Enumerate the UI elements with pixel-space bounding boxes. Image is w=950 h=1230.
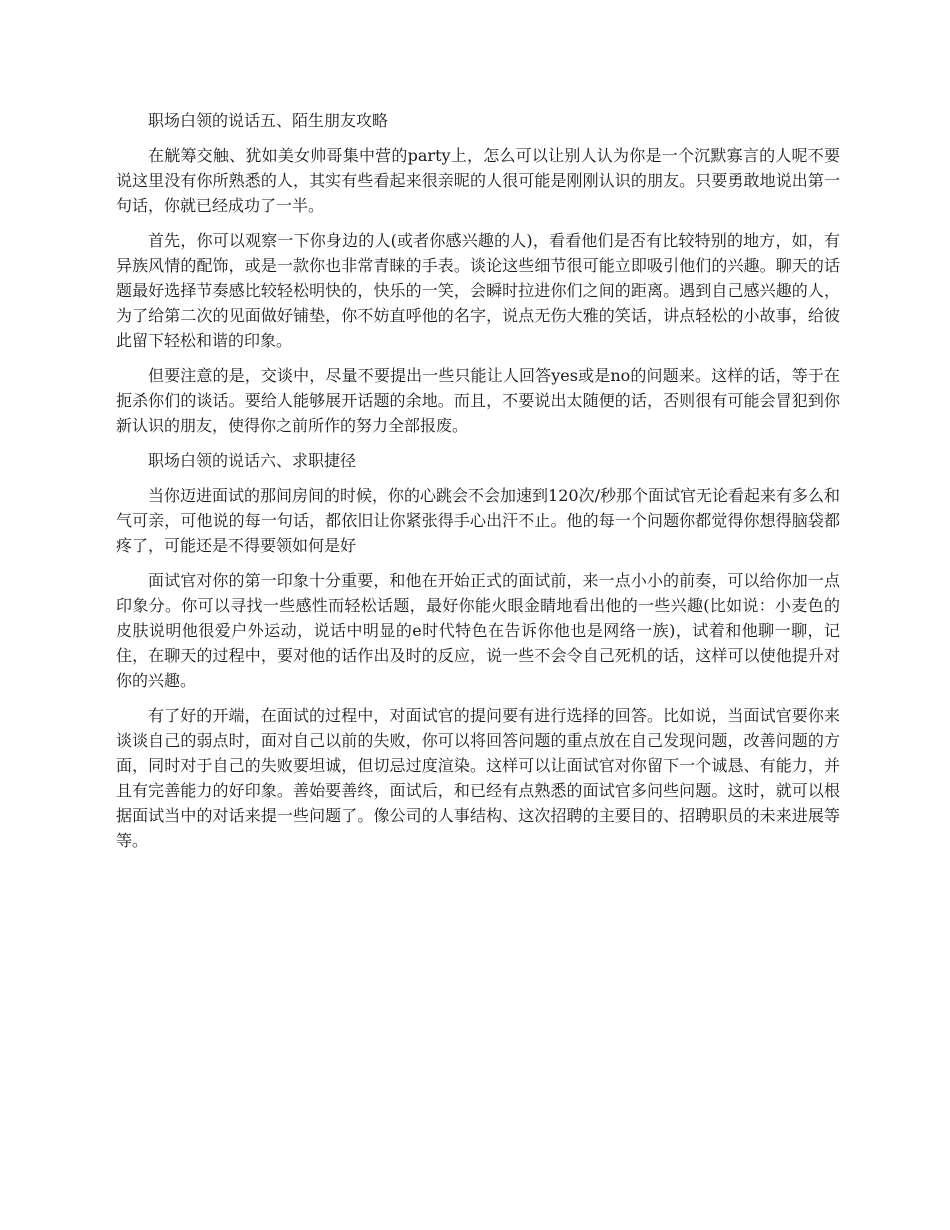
paragraph: 在觥筹交触、犹如美女帅哥集中营的party上，怎么可以让别人认为你是一个沉默寡言的人呢不要说这里没有你所熟悉的人，其实有些看起来很亲昵的人很可能是刚刚认识的朋友。只要勇敢地说出第一句话，你就已经成功了一半。 — [116, 146, 840, 215]
section-heading-6: 职场白领的说话六、求职捷径 — [148, 451, 357, 470]
paragraph: 当你迈进面试的那间房间的时候，你的心跳会不会加速到120次/秒那个面试官无论看起来有多么和气可亲，可他说的每一句话，都依旧让你紧张得手心出汗不止。他的每一个问题你都觉得你想得脑袋都疼了，可能还是不得要领如何是好 — [116, 486, 840, 555]
paragraph: 有了好的开端，在面试的过程中，对面试官的提问要有进行选择的回答。比如说，当面试官要你来谈谈自己的弱点时，面对自己以前的失败，你可以将回答问题的重点放在自己发现问题，改善问题的方面，同时对于自己的失败要坦诚，但切忌过度渲染。这样可以让面试官对你留下一个诚恳、有能力，并且有完善能力的好印象。善始要善终，面试后，和已经有点熟悉的面试官多问些问题。这时，就可以根据面试当中的对话来提一些问题了。像公司的人事结构、这次招聘的主要目的、招聘职员的未来进展等等。 — [116, 706, 840, 850]
paragraph: 面试官对你的第一印象十分重要，和他在开始正式的面试前，来一点小小的前奏，可以给你加一点印象分。你可以寻找一些感性而轻松话题，最好你能火眼金睛地看出他的一些兴趣(比如说：小麦色的皮肤说明他很爱户外运动，说话中明显的e时代特色在告诉你他也是网络一族)，试着和他聊一聊，记住，在聊天的过程中，要对他的话作出及时的反应，说一些不会令自己死机的话，这样可以使他提升对你的兴趣。 — [116, 571, 840, 690]
paragraph: 首先，你可以观察一下你身边的人(或者你感兴趣的人)，看看他们是否有比较特别的地方，如，有异族风情的配饰，或是一款你也非常青睐的手表。谈论这些细节很可能立即吸引他们的兴趣。聊天的话题最好选择节奏感比较轻松明快的，快乐的一笑，会瞬时拉进你们之间的距离。遇到自己感兴趣的人，为了给第二次的见面做好铺垫，你不妨直呼他的名字，说点无伤大雅的笑话，讲点轻松的小故事，给彼此留下轻松和谐的印象。 — [116, 231, 840, 350]
paragraph: 但要注意的是，交谈中，尽量不要提出一些只能让人回答yes或是no的问题来。这样的话，等于在扼杀你们的谈话。要给人能够展开话题的余地。而且，不要说出太随便的话，否则很有可能会冒犯到你新认识的朋友，使得你之前所作的努力全部报废。 — [116, 366, 840, 435]
document-page — [116, 108, 840, 863]
section-heading-5: 职场白领的说话五、陌生朋友攻略 — [148, 111, 389, 130]
